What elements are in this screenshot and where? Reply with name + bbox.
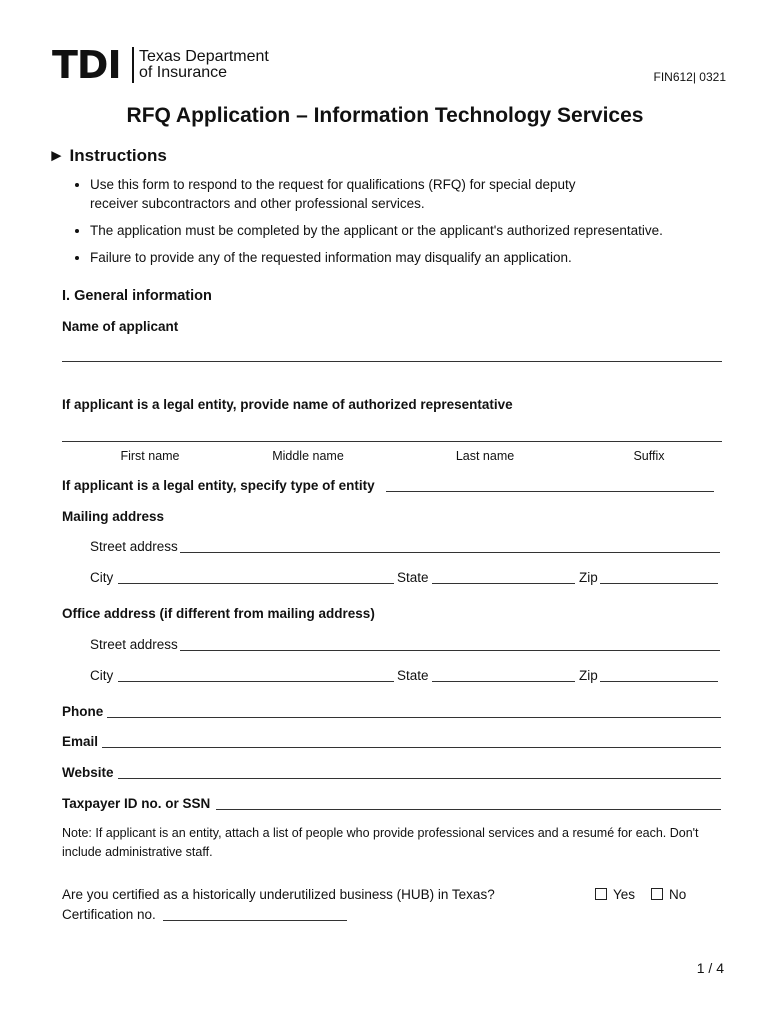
hub-no-option[interactable] xyxy=(651,887,686,902)
mailing-zip-label: Zip xyxy=(579,570,598,585)
mailing-city-field[interactable] xyxy=(118,583,394,584)
mailing-address-label: Mailing address xyxy=(62,509,165,524)
mailing-street-label: Street address xyxy=(90,539,178,554)
yes-checkbox[interactable] xyxy=(595,888,607,900)
page-title: RFQ Application – Information Technology Services xyxy=(126,104,644,127)
office-zip-label: Zip xyxy=(579,668,598,683)
logo-divider xyxy=(132,47,134,83)
last-name-caption: Last name xyxy=(455,449,515,463)
mailing-state-label: State xyxy=(397,570,429,585)
hub-question: Are you certified as a historically underutilized business (HUB) in Texas? xyxy=(62,887,495,902)
logo-line-2: of Insurance xyxy=(139,64,228,81)
page-number: 1 / 4 xyxy=(696,960,724,976)
office-street-field[interactable] xyxy=(180,650,720,651)
office-city-label: City xyxy=(90,668,114,683)
form-number: FIN612| 0321 xyxy=(653,70,726,84)
hub-yes-option[interactable] xyxy=(595,887,635,902)
phone-field[interactable] xyxy=(107,717,721,718)
general-info-heading: I. General information xyxy=(62,288,212,304)
email-field[interactable] xyxy=(102,747,721,748)
middle-name-caption: Middle name xyxy=(272,449,344,463)
representative-label: If applicant is a legal entity, provide name of authorized representative xyxy=(62,397,513,412)
instruction-item: • Failure to provide any of the requested information may disqualify an application. xyxy=(90,248,730,267)
no-label: No xyxy=(669,887,687,902)
office-address-label: Office address (if different from mailing address) xyxy=(62,606,375,621)
tdi-logo: TDI xyxy=(52,43,121,87)
entity-note: Note: If applicant is an entity, attach a list of people who provide professional services and a resumé for each. Don't include administrative staff. xyxy=(62,826,699,859)
office-state-label: State xyxy=(397,668,429,683)
email-label: Email xyxy=(62,734,99,749)
website-field[interactable] xyxy=(118,778,721,779)
instruction-item: • Use this form to respond to the request for qualifications (RFQ) for special deputy receiver subcontractors and other professional services. xyxy=(90,175,610,213)
logo-text xyxy=(139,49,269,81)
instructions-list xyxy=(68,175,730,275)
website-label: Website xyxy=(62,765,114,780)
yes-label: Yes xyxy=(613,887,636,902)
no-checkbox[interactable] xyxy=(651,888,663,900)
entity-type-label: If applicant is a legal entity, specify type of entity xyxy=(62,478,375,493)
mailing-state-field[interactable] xyxy=(432,583,575,584)
applicant-name-label: Name of applicant xyxy=(62,319,179,334)
office-city-field[interactable] xyxy=(118,681,394,682)
office-zip-field[interactable] xyxy=(600,681,718,682)
certification-field[interactable] xyxy=(163,920,347,921)
entity-type-field[interactable] xyxy=(386,491,714,492)
instructions-heading: ► Instructions xyxy=(48,146,167,165)
taxpayer-id-field[interactable] xyxy=(216,809,721,810)
first-name-caption: First name xyxy=(120,449,180,463)
instruction-item: • The application must be completed by the applicant or the applicant's authorized representative. xyxy=(90,221,730,240)
logo-line-1: Texas Department xyxy=(139,48,269,65)
applicant-name-field[interactable] xyxy=(62,361,722,362)
mailing-street-field[interactable] xyxy=(180,552,720,553)
suffix-caption: Suffix xyxy=(633,449,665,463)
representative-name-field[interactable] xyxy=(62,441,722,442)
certification-label: Certification no. xyxy=(62,907,156,922)
office-state-field[interactable] xyxy=(432,681,575,682)
mailing-city-label: City xyxy=(90,570,114,585)
office-street-label: Street address xyxy=(90,637,178,652)
mailing-zip-field[interactable] xyxy=(600,583,718,584)
phone-label: Phone xyxy=(62,704,104,719)
taxpayer-id-label: Taxpayer ID no. or SSN xyxy=(62,796,211,811)
